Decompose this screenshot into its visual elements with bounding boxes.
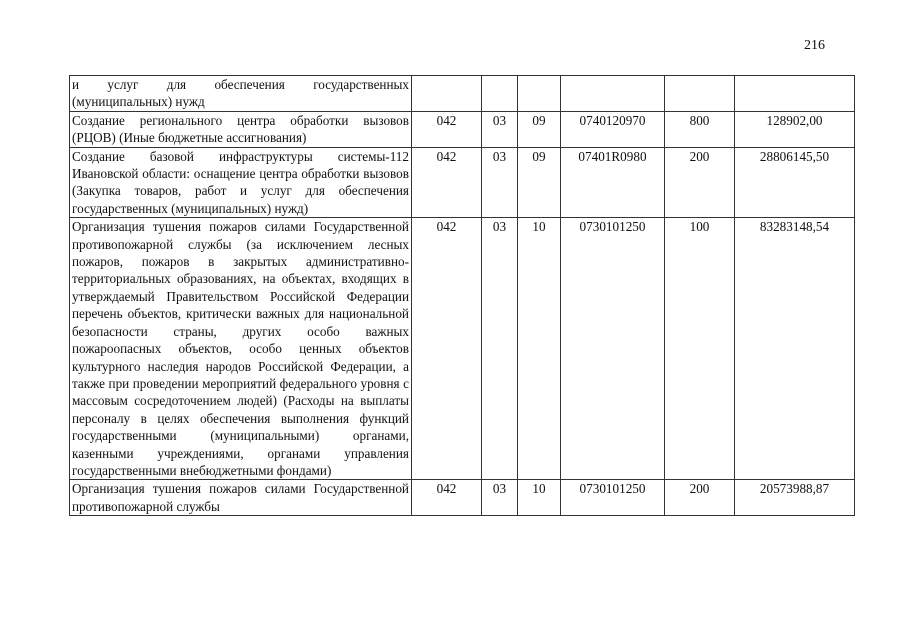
ministry-code: 042 xyxy=(412,147,482,218)
subsection-code: 10 xyxy=(518,218,561,480)
amount: 20573988,87 xyxy=(735,480,855,516)
section-code: 03 xyxy=(482,480,518,516)
section-code xyxy=(482,76,518,112)
subsection-code: 09 xyxy=(518,111,561,147)
section-code: 03 xyxy=(482,147,518,218)
target-article-code: 0730101250 xyxy=(561,480,665,516)
row-description: и услуг для обеспечения государственных (муниципальных) нужд xyxy=(70,76,412,112)
row-description: Создание базовой инфраструктуры системы-112 Ивановской области: оснащение центра обработки вызовов (Закупка товаров, работ и услуг для обеспечения государственных (муниципальных) нужд) xyxy=(70,147,412,218)
ministry-code: 042 xyxy=(412,111,482,147)
row-description: Организация тушения пожаров силами Государственной противопожарной службы (за исключением лесных пожаров, пожаров в закрытых административно-территориальных образованиях, на объектах, входящих в утверждаемый Правительством Российской Федерации перечень объектов, критически важных для национальной безопасности страны, других особо важных пожароопасных объектов, особо ценных объектов культурного наследия народов Российской Федерации, а также при проведении мероприятий федерального уровня с массовым сосредоточением людей) (Расходы на выплаты персоналу в целях обеспечения выполнения функций государственными (муниципальными) органами, казенными учреждениями, органами управления государственными внебюджетными фондами) xyxy=(70,218,412,480)
expense-type-code: 200 xyxy=(665,147,735,218)
amount xyxy=(735,76,855,112)
ministry-code: 042 xyxy=(412,480,482,516)
budget-table xyxy=(69,75,855,516)
expense-type-code: 200 xyxy=(665,480,735,516)
expense-type-code: 100 xyxy=(665,218,735,480)
section-code: 03 xyxy=(482,218,518,480)
table-row xyxy=(70,480,855,516)
target-article-code: 0740120970 xyxy=(561,111,665,147)
page-number: 216 xyxy=(804,38,825,53)
subsection-code: 10 xyxy=(518,480,561,516)
target-article-code: 07401R0980 xyxy=(561,147,665,218)
subsection-code: 09 xyxy=(518,147,561,218)
table-row xyxy=(70,218,855,480)
target-article-code xyxy=(561,76,665,112)
expense-type-code: 800 xyxy=(665,111,735,147)
table-row xyxy=(70,76,855,112)
amount: 128902,00 xyxy=(735,111,855,147)
row-description: Организация тушения пожаров силами Государственной противопожарной службы xyxy=(70,480,412,516)
ministry-code xyxy=(412,76,482,112)
subsection-code xyxy=(518,76,561,112)
row-description: Создание регионального центра обработки вызовов (РЦОВ) (Иные бюджетные ассигнования) xyxy=(70,111,412,147)
target-article-code: 0730101250 xyxy=(561,218,665,480)
expense-type-code xyxy=(665,76,735,112)
section-code: 03 xyxy=(482,111,518,147)
table-row xyxy=(70,147,855,218)
ministry-code: 042 xyxy=(412,218,482,480)
amount: 83283148,54 xyxy=(735,218,855,480)
table-row xyxy=(70,111,855,147)
amount: 28806145,50 xyxy=(735,147,855,218)
